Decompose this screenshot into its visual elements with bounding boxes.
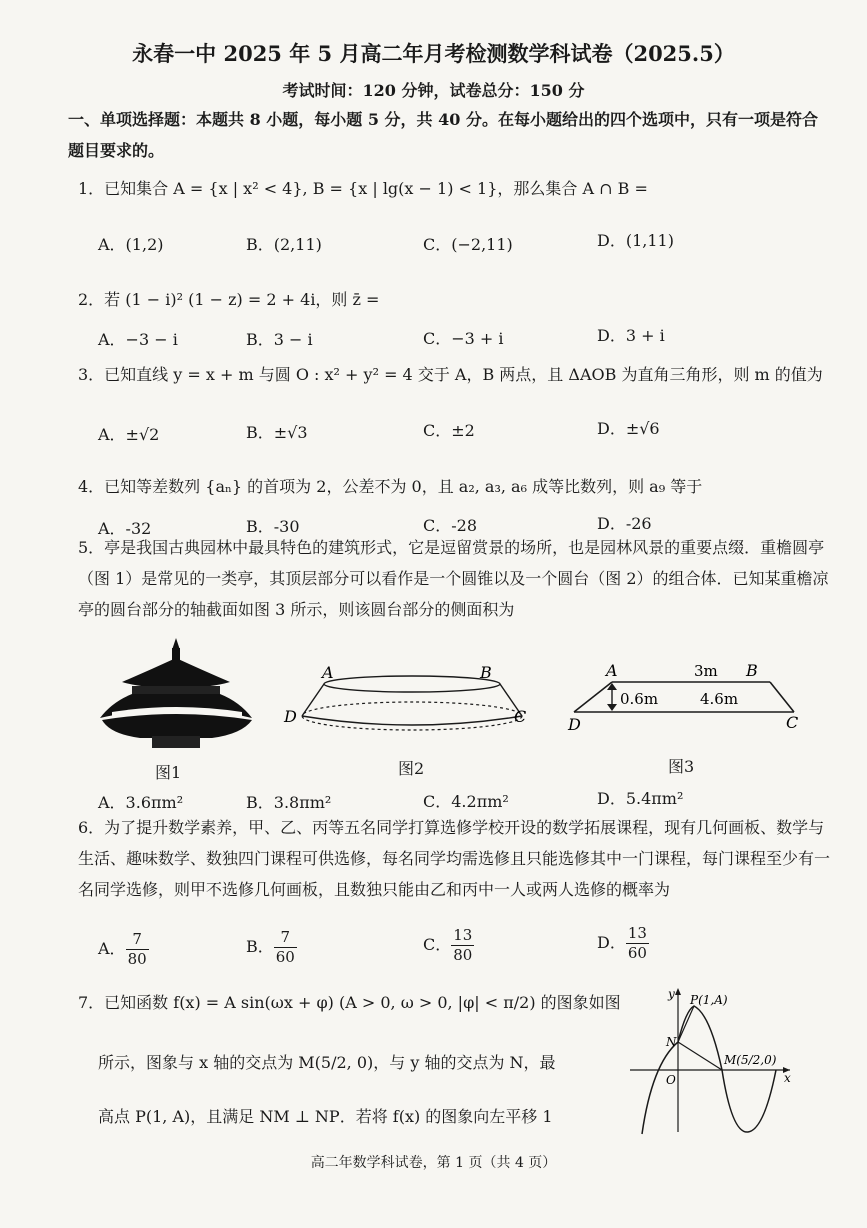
q5-option-c: C．4.2πm² bbox=[423, 792, 509, 811]
q6-option-a bbox=[98, 930, 149, 969]
exam-info: 考试时间：120 分钟，试卷总分：150 分 bbox=[282, 81, 585, 100]
q1-option-a: A．(1,2) bbox=[98, 235, 164, 254]
question-7-line-1: 7．已知函数 f(x) = A sin(ωx + φ) (A > 0, ω > 0, |φ| < π/2) 的图象如图 bbox=[78, 993, 621, 1012]
q6-option-b-label: B． bbox=[246, 937, 274, 956]
figure-2-caption: 图2 bbox=[398, 759, 425, 778]
figure-1-caption: 图1 bbox=[155, 763, 182, 782]
q5-option-a: A．3.6πm² bbox=[98, 793, 184, 812]
question-7-line-3: 高点 P(1, A)，且满足 NM ⊥ NP．若将 f(x) 的图象向左平移 1 bbox=[98, 1107, 553, 1126]
q1-option-d: D．(1,11) bbox=[597, 231, 674, 250]
q6-option-b-fraction bbox=[274, 928, 297, 967]
q6-option-a-label: A． bbox=[98, 939, 126, 958]
graph-x-label: x bbox=[784, 1071, 791, 1085]
section-heading: 一、单项选择题：本题共 8 小题，每小题 5 分，共 40 分。在每小题给出的四个选项中，只有一项是符合题目要求的。 bbox=[68, 110, 818, 160]
q6-option-a-num: 7 bbox=[126, 930, 149, 950]
question-5: 5．亭是我国古典园林中最具特色的建筑形式，它是逗留赏景的场所，也是园林风景的重要点缀．重檐圆亭（图 1）是常见的一类亭，其顶层部分可以看作是一个圆锥以及一个圆台（图 2）的组合体．已知某重檐凉亭的圆台部分的轴截面如图 3 所示，则该圆台部分的侧面积为 bbox=[78, 538, 829, 619]
q6-option-d-fraction bbox=[626, 924, 649, 963]
graph-origin-label: O bbox=[666, 1073, 676, 1087]
fig3-label-b: B bbox=[746, 661, 758, 680]
q2-option-c: C．−3 + i bbox=[423, 329, 504, 348]
question-6: 6．为了提升数学素养，甲、乙、丙等五名同学打算选修学校开设的数学拓展课程，现有几何画板、数学与生活、趣味数学、数独四门课程可供选修，每名同学均需选修且只能选修其中一门课程，每门课程至少有一名同学选修，则甲不选修几何画板，且数独只能由乙和丙中一人或两人选修的概率为 bbox=[78, 818, 831, 899]
fig2-label-d: D bbox=[284, 707, 297, 726]
q3-option-a: A．±√2 bbox=[98, 425, 160, 444]
q4-option-c: C．-28 bbox=[423, 516, 478, 535]
q5-option-d: D．5.4πm² bbox=[597, 789, 684, 808]
q6-option-c-label: C． bbox=[423, 935, 452, 954]
q1-option-c: C．(−2,11) bbox=[423, 235, 513, 254]
fig2-label-a: A bbox=[322, 664, 334, 682]
fig2-label-b: B bbox=[480, 664, 492, 682]
figure-3-trapezoid bbox=[560, 660, 810, 740]
question-7-line-2: 所示，图象与 x 轴的交点为 M(5/2, 0)，与 y 轴的交点为 N，最 bbox=[98, 1053, 556, 1072]
q6-option-b-den: 60 bbox=[275, 948, 295, 966]
figure-2-frustum bbox=[282, 664, 542, 736]
fig2-label-c: C bbox=[514, 707, 527, 726]
q6-option-c-den: 80 bbox=[453, 946, 473, 964]
q6-option-d-label: D． bbox=[597, 933, 626, 952]
q6-option-a-fraction bbox=[126, 930, 149, 969]
graph-point-m: M(5/2,0) bbox=[724, 1053, 777, 1067]
q6-option-c-fraction bbox=[451, 926, 474, 965]
fig3-label-c: C bbox=[786, 713, 799, 732]
q3-option-d: D．±√6 bbox=[597, 419, 660, 438]
fig3-top-length: 3m bbox=[694, 662, 718, 680]
q5-option-b: B．3.8πm² bbox=[246, 793, 332, 812]
page-footer: 高二年数学科试卷，第 1 页（共 4 页） bbox=[310, 1155, 557, 1171]
q2-option-a: A．−3 − i bbox=[98, 330, 178, 349]
q6-option-b bbox=[246, 928, 297, 967]
figure-3-caption: 图3 bbox=[668, 757, 695, 776]
q4-option-a: A．-32 bbox=[98, 519, 152, 538]
question-4: 4．已知等差数列 {aₙ} 的首项为 2，公差不为 0，且 a₂, a₃, a₆ 成等比数列，则 a₉ 等于 bbox=[78, 477, 703, 496]
page-title: 永春一中 2025 年 5 月高二年月考检测数学科试卷（2025.5） bbox=[132, 41, 735, 66]
fig3-height: 0.6m bbox=[620, 690, 659, 708]
q3-option-c: C．±2 bbox=[423, 421, 475, 440]
q6-option-a-den: 80 bbox=[127, 950, 147, 968]
fig3-label-d: D bbox=[568, 715, 581, 734]
q2-option-d: D．3 + i bbox=[597, 326, 665, 345]
graph-point-p: P(1,A) bbox=[690, 993, 728, 1007]
question-3: 3．已知直线 y = x + m 与圆 O : x² + y² = 4 交于 A，B 两点，且 ΔAOB 为直角三角形，则 m 的值为 bbox=[78, 365, 823, 384]
q6-option-d-den: 60 bbox=[627, 944, 647, 962]
q6-option-d bbox=[597, 924, 649, 963]
graph-point-n: N bbox=[666, 1035, 677, 1049]
q6-option-b-num: 7 bbox=[274, 928, 297, 948]
question-2: 2．若 (1 − i)² (1 − z) = 2 + 4i，则 z̄ = bbox=[78, 290, 380, 309]
q1-option-b: B．(2,11) bbox=[246, 235, 322, 254]
question-1: 1．已知集合 A = {x | x² < 4}, B = {x | lg(x − 1) < 1}，那么集合 A ∩ B = bbox=[78, 179, 648, 198]
q6-option-c bbox=[423, 926, 474, 965]
q2-option-b: B．3 − i bbox=[246, 330, 313, 349]
q4-option-d: D．-26 bbox=[597, 514, 652, 533]
graph-y-label: y bbox=[668, 987, 675, 1001]
q4-option-b: B．-30 bbox=[246, 517, 300, 536]
fig3-label-a: A bbox=[606, 661, 618, 680]
q3-option-b: B．±√3 bbox=[246, 423, 308, 442]
q6-option-c-num: 13 bbox=[453, 926, 473, 944]
sine-graph bbox=[628, 984, 798, 1136]
fig3-bottom-length: 4.6m bbox=[700, 690, 739, 708]
q6-option-d-num: 13 bbox=[627, 924, 647, 942]
figure-1-pavilion bbox=[92, 630, 260, 752]
